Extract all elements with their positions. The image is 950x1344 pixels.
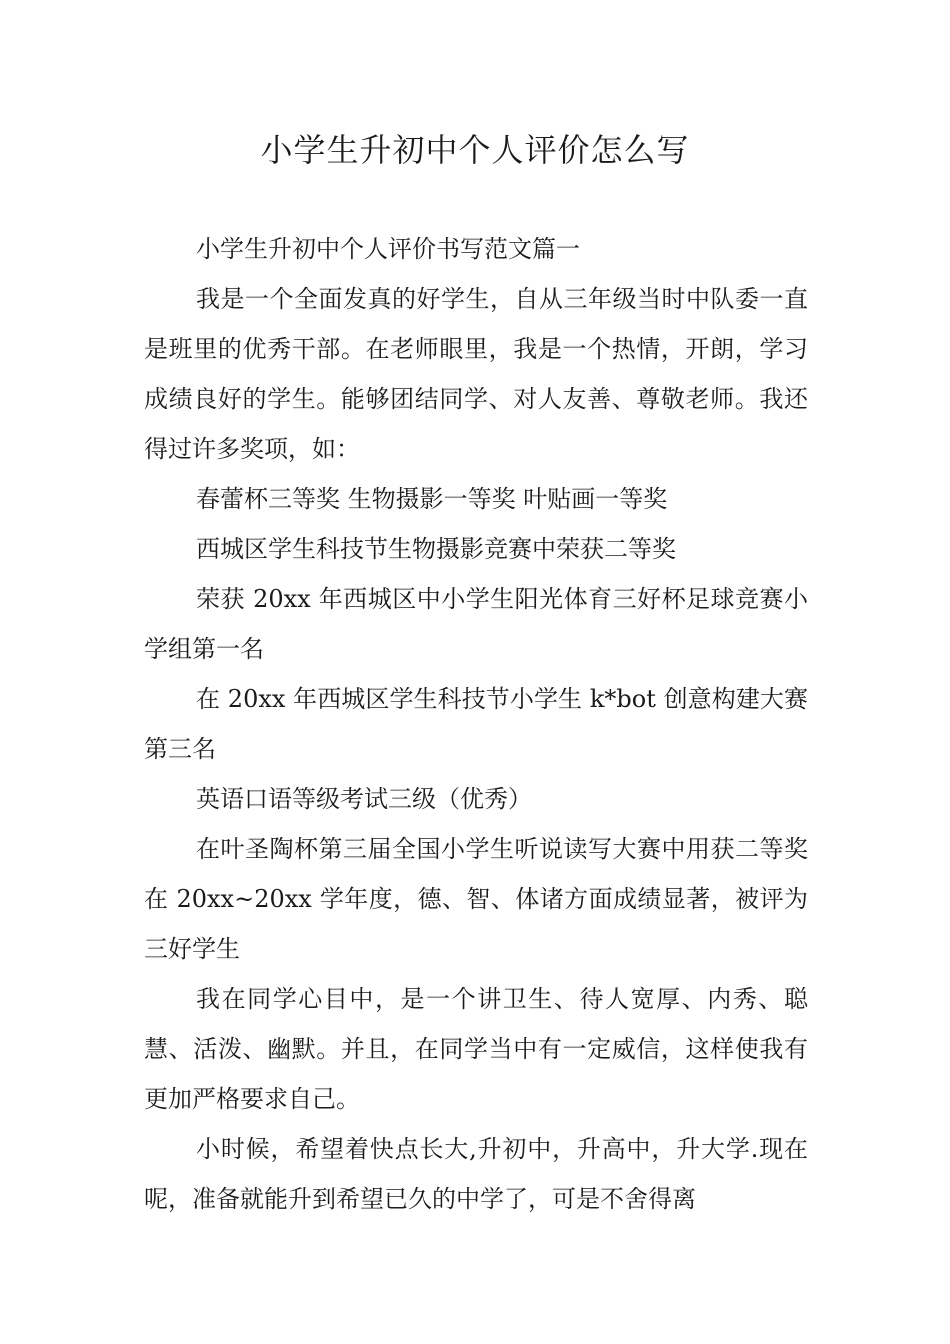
- document-body: [144, 224, 808, 1224]
- section-heading: 小学生升初中个人评价书写范文篇一: [196, 235, 580, 263]
- award-item: 在 20xx 年西城区学生科技节小学生 k*bot 创意构建大赛第三名: [144, 685, 808, 763]
- award-item: 英语口语等级考试三级（优秀）: [196, 785, 532, 813]
- paragraph: 我是一个全面发真的好学生，自从三年级当时中队委一直是班里的优秀干部。在老师眼里，我是一个热情，开朗，学习成绩良好的学生。能够团结同学、对人友善、尊敬老师。我还得过许多奖项，如：: [144, 285, 808, 463]
- award-item: 荣获 20xx 年西城区中小学生阳光体育三好杯足球竞赛小学组第一名: [144, 585, 808, 663]
- paragraph: 小时候，希望着快点长大,升初中，升高中，升大学.现在呢，准备就能升到希望已久的中学了，可是不舍得离: [144, 1135, 808, 1213]
- document-title: 小学生升初中个人评价怎么写: [260, 131, 690, 169]
- award-item: 在叶圣陶杯第三届全国小学生听说读写大赛中用获二等奖 在 20xx~20xx 学年度，德、智、体诸方面成绩显著，被评为三好学生: [144, 835, 808, 963]
- paragraph: 我在同学心目中，是一个讲卫生、待人宽厚、内秀、聪慧、活泼、幽默。并且，在同学当中有一定威信，这样使我有更加严格要求自己。: [144, 985, 808, 1113]
- award-item: 西城区学生科技节生物摄影竞赛中荣获二等奖: [196, 535, 676, 563]
- award-item: 春蕾杯三等奖 生物摄影一等奖 叶贴画一等奖: [196, 485, 668, 513]
